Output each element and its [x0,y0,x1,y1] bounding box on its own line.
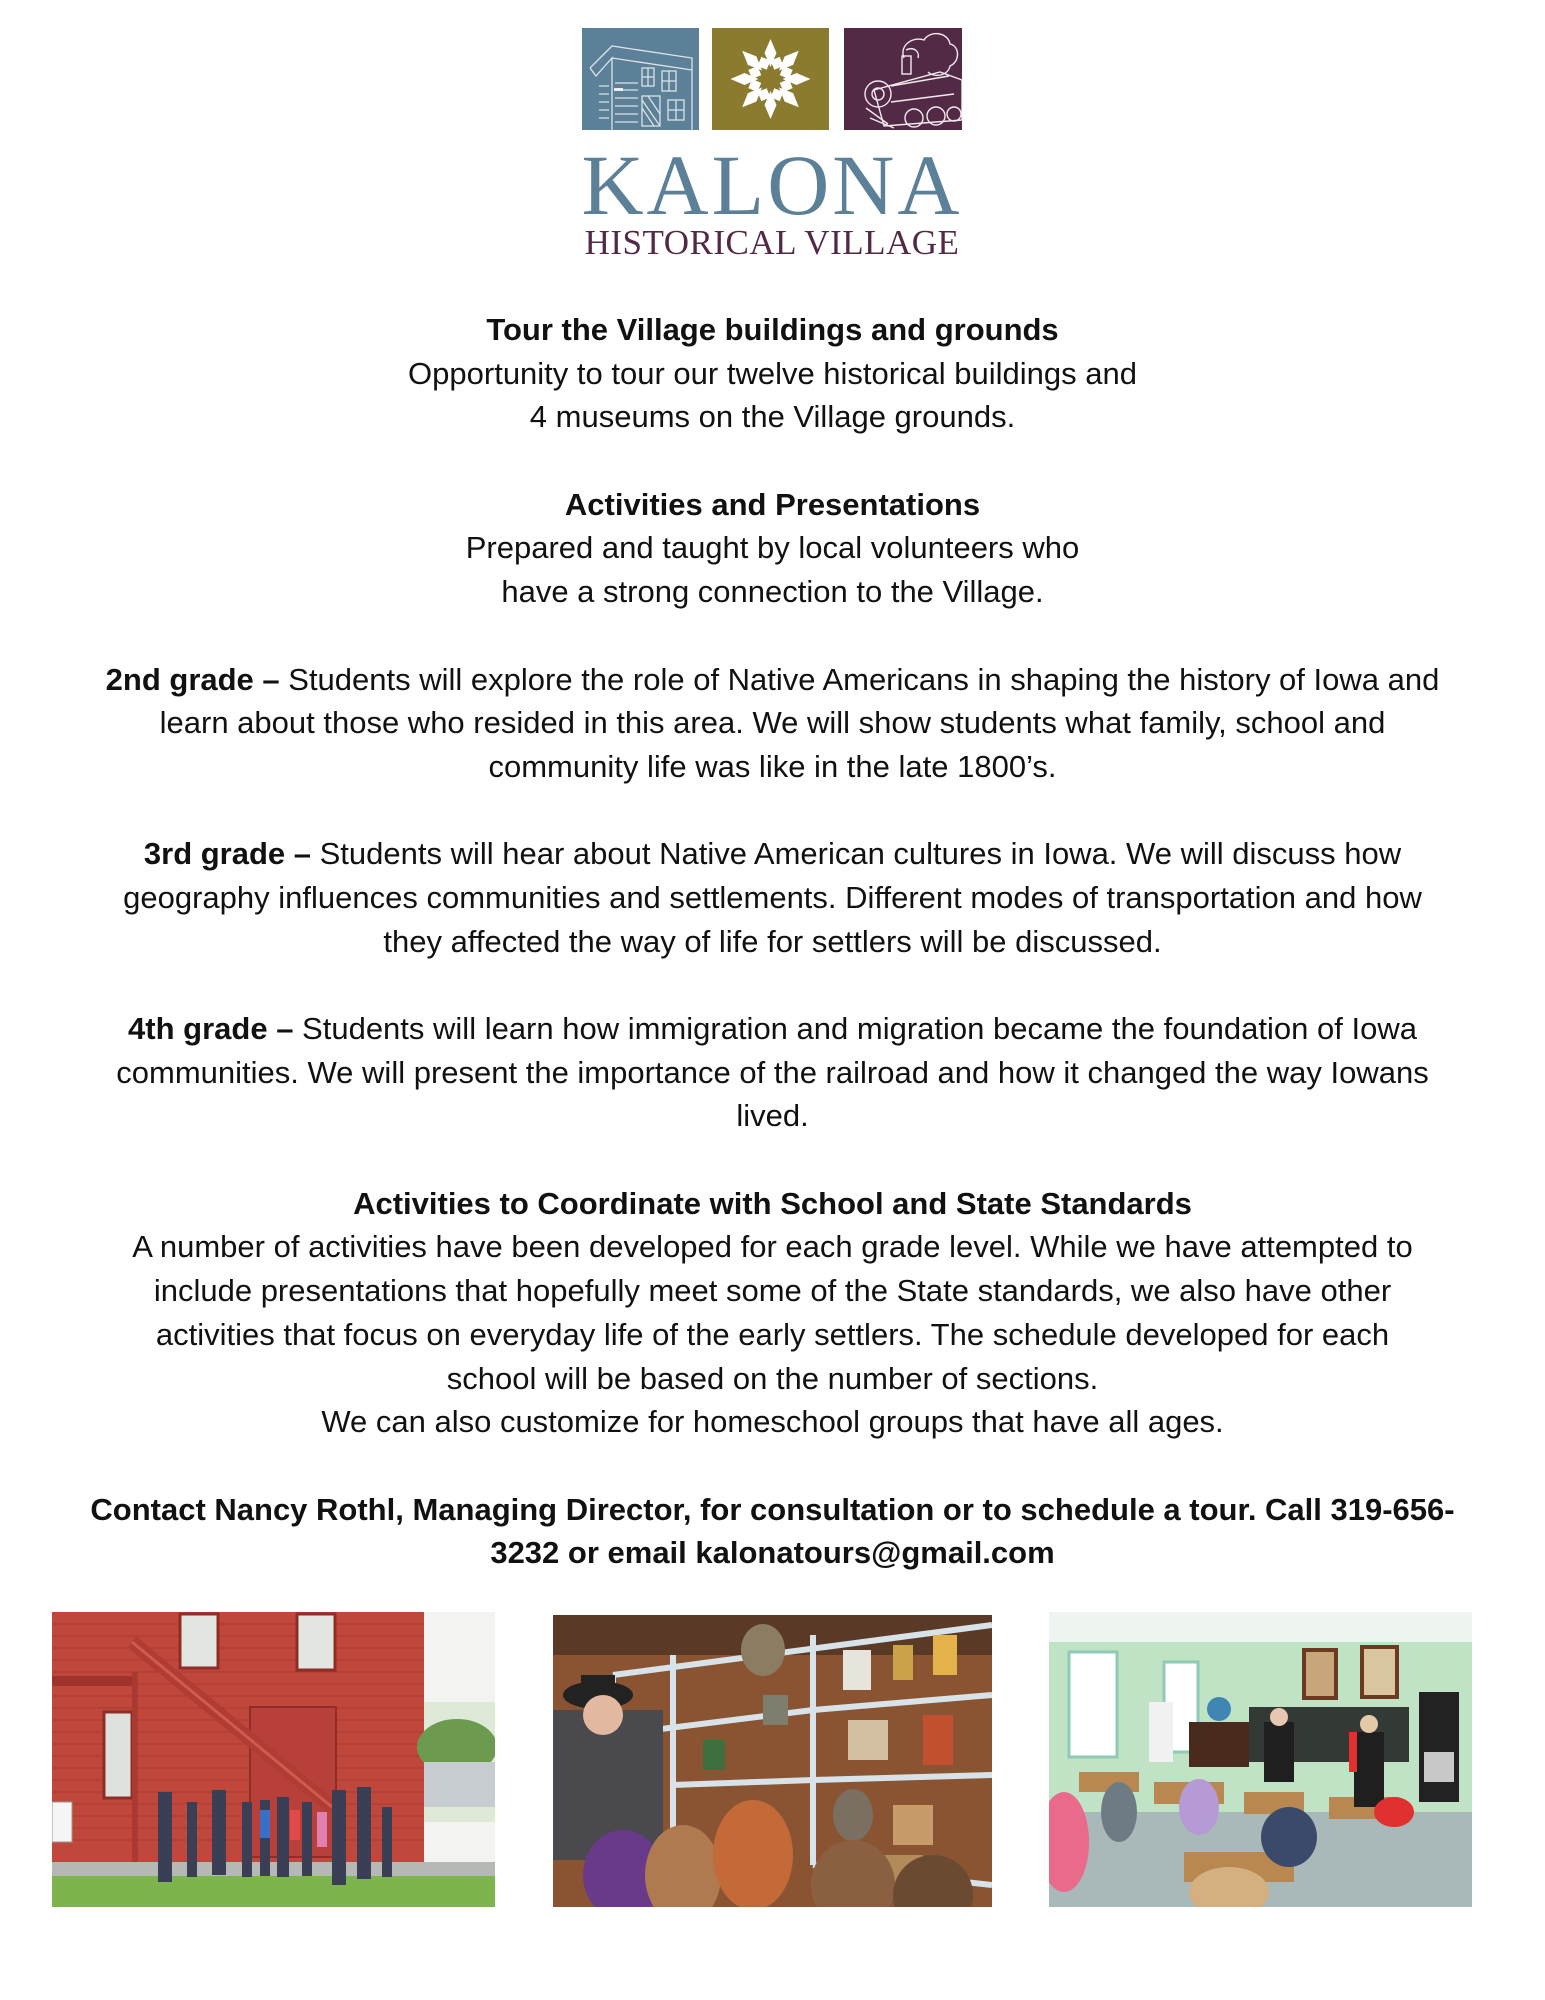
section-tour [20,308,1525,439]
body-line: A number of activities have been developed for each grade level. While we have attempted to [132,1229,1413,1265]
schoolhouse-photo-image [1049,1612,1472,1907]
grade-text: Students will hear about Native American cultures in Iowa. We will discuss how [311,836,1402,872]
logo-tile-quilt [712,28,829,130]
spacer [20,1138,1525,1182]
logo-tile-train [844,28,962,130]
grade-text: Students will explore the role of Native Americans in shaping the history of Iowa and [279,661,1440,697]
section-heading: Activities to Coordinate with School and State Standards [353,1185,1192,1221]
steam-locomotive-icon [844,28,962,130]
schoolhouse-icon [582,28,699,130]
logo-tile-schoolhouse [582,28,699,130]
store-photo-image [553,1615,992,1907]
body-line: 4 museums on the Village grounds. [529,399,1016,435]
body-line: geography influences communities and settlements. Different modes of transportation and how [123,879,1422,915]
contact-line: Contact Nancy Rothl, Managing Director, for consultation or to schedule a tour. Call 319-656- [90,1491,1455,1527]
body-line: they affected the way of life for settlers will be discussed. [383,923,1162,959]
grade-label: 2nd grade – [105,661,280,697]
section-grade-4 [20,1007,1525,1138]
body-line: Prepared and taught by local volunteers who [465,530,1080,566]
logo-name: KALONA [581,137,963,233]
photo-general-store [553,1615,992,1907]
body-line: communities. We will present the importance of the railroad and how it changed the way Iowans [116,1054,1429,1090]
section-grade-2 [20,658,1525,789]
body-line: include presentations that hopefully meet some of the State standards, we also have other [153,1273,1392,1309]
spacer [20,789,1525,833]
flyer-content [20,308,1525,1575]
body-line: We can also customize for homeschool groups that have all ages. [321,1404,1224,1440]
grade-label: 3rd grade – [143,836,312,872]
body-line: activities that focus on everyday life of the early settlers. The schedule developed for each [155,1316,1390,1352]
grade-text: Students will learn how immigration and migration became the foundation of Iowa [293,1011,1417,1046]
body-line: learn about those who resided in this area. We will show students what family, school and [159,705,1386,741]
body-line: school will be based on the number of sections. [446,1360,1099,1396]
body-line: Opportunity to tour our twelve historical buildings and [408,355,1137,391]
section-grade-3 [20,832,1525,963]
section-contact [20,1488,1525,1575]
body-line: community life was like in the late 1800’s. [488,748,1057,784]
body-line [20,1007,1525,1051]
depot-photo-image [52,1612,495,1907]
section-activities [20,483,1525,614]
spacer [20,963,1525,1007]
photo-depot-tour [52,1612,495,1907]
logo [580,26,964,266]
spacer [20,1444,1525,1488]
contact-line: 3232 or email kalonatours@gmail.com [490,1535,1055,1571]
quilt-star-icon [712,28,829,130]
logo-subtitle: HISTORICAL VILLAGE [584,223,960,262]
section-heading: Activities and Presentations [564,486,981,522]
body-line: lived. [736,1098,809,1134]
section-heading: Tour the Village buildings and grounds [486,312,1059,347]
body-line [20,832,1525,876]
grade-label: 4th grade – [128,1011,294,1046]
section-standards [20,1182,1525,1444]
spacer [20,439,1525,483]
photo-schoolhouse [1049,1612,1472,1907]
body-line [20,658,1525,702]
body-line: have a strong connection to the Village. [501,574,1044,610]
spacer [20,614,1525,658]
